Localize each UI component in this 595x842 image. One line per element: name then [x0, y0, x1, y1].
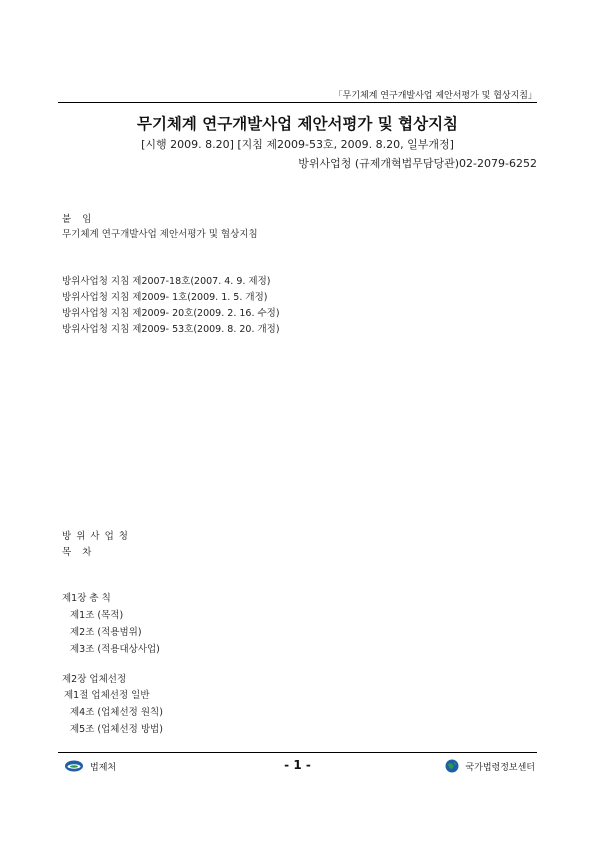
toc-heading: 목 차 [62, 547, 96, 558]
amendment-item: 방위사업청 지침 제2009- 20호(2009. 2. 16. 수정) [62, 308, 280, 319]
toc-article[interactable]: 제4조 (업체선정 원칙) [70, 707, 163, 718]
toc-article[interactable]: 제1조 (목적) [70, 610, 124, 621]
footer-source-label: 법제처 [90, 762, 117, 773]
header-rule [58, 102, 537, 103]
amendment-item: 방위사업청 지침 제2009- 53호(2009. 8. 20. 개정) [62, 324, 280, 335]
toc-section-1[interactable]: 제1절 업체선정 일반 [64, 690, 150, 701]
attachment-label: 붙 임 [62, 214, 96, 225]
department-contact: 방위사업청 (규제개혁법무담당관)02-2079-6252 [298, 157, 537, 170]
globe-icon [445, 759, 459, 773]
toc-article[interactable]: 제3조 (적용대상사업) [70, 644, 160, 655]
toc-article[interactable]: 제2조 (적용범위) [70, 627, 142, 638]
running-header: 「무기체계 연구개발사업 제안서평가 및 협상지침」 [333, 91, 537, 101]
footer-center-label: 국가법령정보센터 [465, 762, 535, 773]
footer-center [445, 759, 535, 773]
toc-chapter-2[interactable]: 제2장 업체선정 [62, 674, 127, 685]
toc-chapter-1[interactable]: 제1장 총 칙 [62, 593, 111, 604]
enforcement-history: [시행 2009. 8.20] [지침 제2009-53호, 2009. 8.20, 일부개정] [141, 138, 454, 151]
attachment-name: 무기체계 연구개발사업 제안서평가 및 협상지침 [62, 229, 258, 240]
page-number: - 1 - [284, 758, 311, 772]
issuing-agency: 방 위 사 업 청 [62, 531, 129, 542]
amendment-item: 방위사업청 지침 제2007-18호(2007. 4. 9. 제정) [62, 276, 271, 287]
toc-article[interactable]: 제5조 (업체선정 방법) [70, 724, 163, 735]
document-title: 무기체계 연구개발사업 제안서평가 및 협상지침 [136, 115, 459, 133]
footer-rule [58, 752, 537, 753]
amendment-item: 방위사업청 지침 제2009- 1호(2009. 1. 5. 개정) [62, 292, 268, 303]
